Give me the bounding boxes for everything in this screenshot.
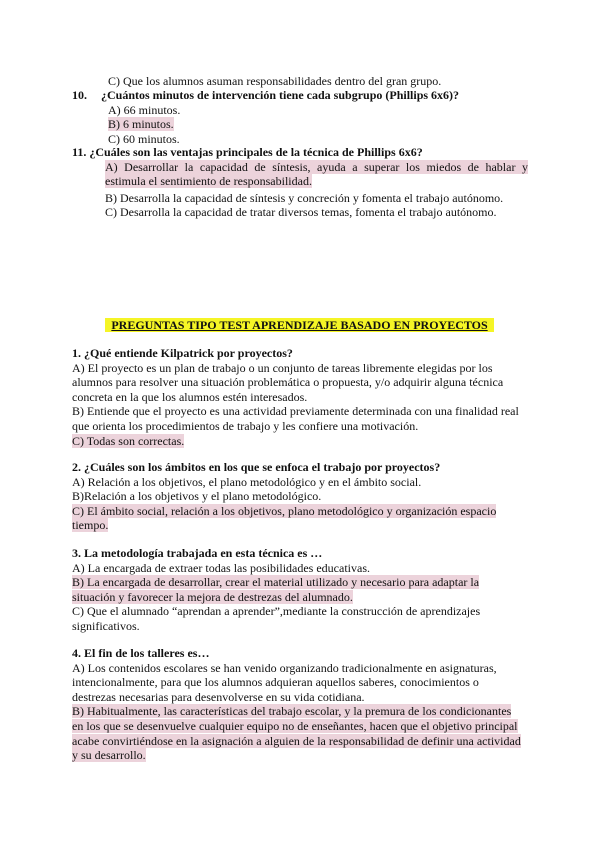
question-10-option-a: A) 66 minutos. xyxy=(108,102,181,117)
pbl-question-4-title: 4. El fin de los talleres es… xyxy=(72,646,210,660)
pbl-question-2-answer: tiempo. xyxy=(72,518,109,533)
question-10-option-b: B) 6 minutos. xyxy=(108,117,174,132)
pbl-question-4-line: destrezas necesarias para desenvolverse en su vida cotidiana. xyxy=(72,689,365,704)
question-11-option-a-line1: A) Desarrollar la capacidad de síntesis, ayuda a superar los miedos de hablar y xyxy=(105,159,528,174)
pbl-question-1 xyxy=(72,346,528,448)
pbl-question-3-line: C) Que el alumnado “aprendan a aprender”,mediante la construcción de aprendizajes xyxy=(72,604,481,619)
pbl-question-1-line: A) El proyecto es un plan de trabajo o un conjunto de tareas libremente elegidas por los xyxy=(72,360,493,375)
pbl-question-3-answer: situación y favorecer la mejora de destrezas del alumnado. xyxy=(72,589,353,604)
question-10-option-c: C) 60 minutos. xyxy=(108,131,180,146)
q9-continuation xyxy=(72,74,528,89)
question-11-option-a-line2: estimula el sentimiento de responsabilidad. xyxy=(105,174,312,189)
pbl-question-4-line: intencionalmente, para que los alumnos adquieran aquellos saberes, conocimientos o xyxy=(72,675,479,690)
pbl-question-3-answer: B) La encargada de desarrollar, crear el material utilizado y necesario para adaptar la xyxy=(72,575,480,590)
pbl-question-2 xyxy=(72,460,528,533)
pbl-question-3-line: A) La encargada de extraer todas las posibilidades educativas. xyxy=(72,560,370,575)
question-11-option-c: C) Desarrolla la capacidad de tratar diversos temas, fomenta el trabajo autónomo. xyxy=(105,205,497,220)
pbl-question-2-answer: C) El ámbito social, relación a los objetivos, plano metodológico y organización espacio xyxy=(72,503,497,518)
question-10-text: ¿Cuántos minutos de intervención tiene cada subgrupo (Phillips 6x6)? xyxy=(101,88,460,102)
pbl-question-2-line: A) Relación a los objetivos, el plano metodológico y en el ámbito social. xyxy=(72,474,422,489)
question-10 xyxy=(72,88,528,146)
question-10-number: 10. xyxy=(72,88,87,102)
question-11-title xyxy=(72,145,528,160)
pbl-question-4-line: A) Los contenidos escolares se han venido organizando tradicionalmente en asignaturas, xyxy=(72,660,497,675)
pbl-question-3 xyxy=(72,546,528,634)
question-11-options xyxy=(72,160,528,220)
pbl-question-3-title: 3. La metodología trabajada en esta técnica es … xyxy=(72,546,323,560)
pbl-question-2-title: 2. ¿Cuáles son los ámbitos en los que se enfoca el trabajo por proyectos? xyxy=(72,460,441,474)
question-11-number: 11. xyxy=(72,145,87,159)
question-11-option-b: B) Desarrolla la capacidad de síntesis y concreción y fomenta el trabajo autónomo. xyxy=(105,190,504,205)
q9-option-c: C) Que los alumnos asuman responsabilidades dentro del gran grupo. xyxy=(108,74,442,88)
pbl-question-1-line: alumnos para resolver una situación problemática o propuesta, y/o adquirir alguna técnica xyxy=(72,375,504,390)
pbl-question-2-line: B)Relación a los objetivos y el plano metodológico. xyxy=(72,489,322,504)
section-title: PREGUNTAS TIPO TEST APRENDIZAJE BASADO EN PROYECTOS xyxy=(111,318,488,332)
question-11-text: ¿Cuáles son las ventajas principales de la técnica de Phillips 6x6? xyxy=(89,145,423,159)
question-11 xyxy=(72,145,528,220)
pbl-question-1-answer: C) Todas son correctas. xyxy=(72,433,185,448)
pbl-question-4-answer: B) Habitualmente, las características del trabajo escolar, y la premura de los condicionantes xyxy=(72,704,512,719)
pbl-question-1-line: B) Entiende que el proyecto es una actividad previamente determinada con una finalidad real xyxy=(72,404,519,419)
pbl-question-4-answer: y su desarrollo. xyxy=(72,748,146,763)
pbl-question-4-answer: acabe convirtiéndose en la asignación a alguien de la responsabilidad de definir una actividad xyxy=(72,733,521,748)
pbl-question-4 xyxy=(72,646,528,763)
pbl-question-1-line: concreta en la que los alumnos estén interesados. xyxy=(72,389,308,404)
pbl-question-1-title: 1. ¿Qué entiende Kilpatrick por proyectos? xyxy=(72,346,293,360)
question-10-title xyxy=(72,88,528,103)
pbl-question-3-line: significativos. xyxy=(72,618,140,633)
pbl-question-4-answer: en los que se desenvuelve cualquier equipo no de enseñantes, hacen que el objetivo principal xyxy=(72,718,518,733)
pbl-question-1-line: que orienta los procedimientos de trabajo y les confiere una motivación. xyxy=(72,418,419,433)
